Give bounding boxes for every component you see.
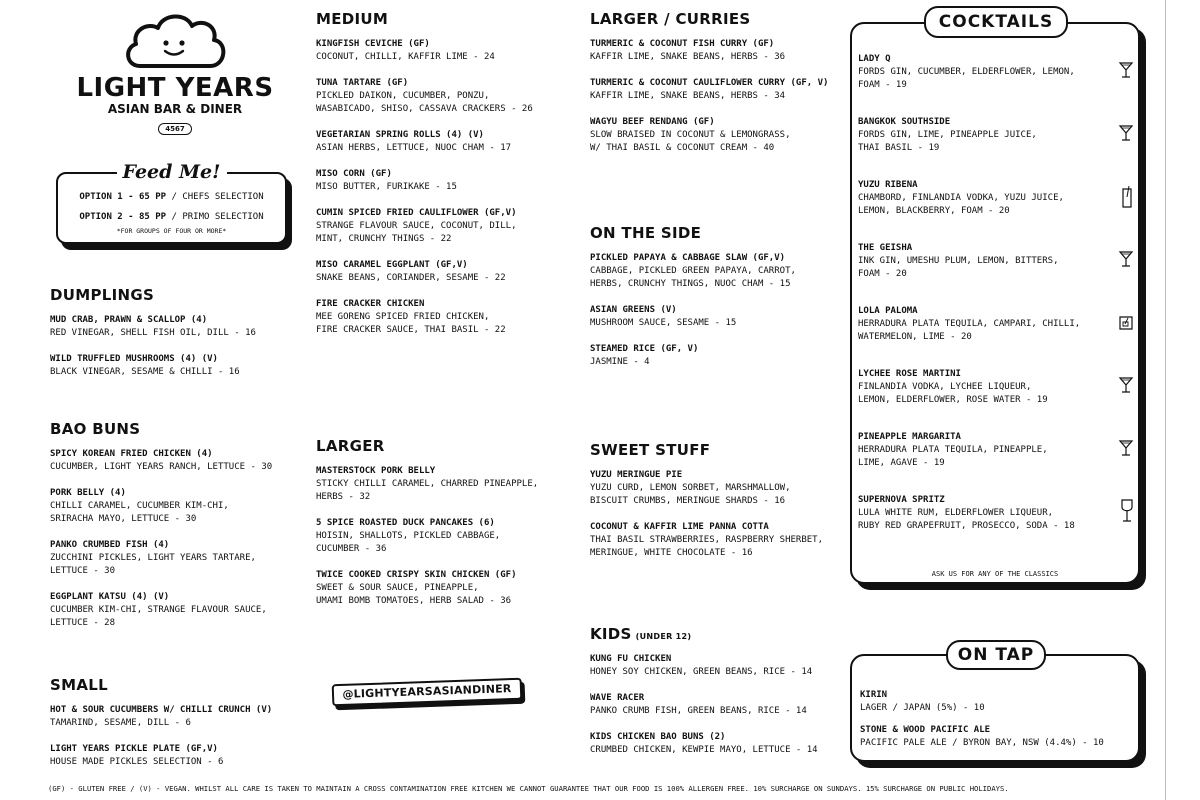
- instagram-handle[interactable]: @LIGHTYEARSASIANDINER: [332, 678, 523, 707]
- item-name: KIDS CHICKEN BAO BUNS (2): [590, 732, 726, 742]
- cocktail-item: [858, 179, 1138, 218]
- item-desc: MEE GORENG SPICED FRIED CHICKEN, FIRE CRACKER SAUCE, THAI BASIL - 22: [316, 312, 506, 335]
- item-name: STEAMED RICE (GF, V): [590, 344, 699, 354]
- feed-me-panel: [56, 161, 287, 244]
- item-name: KIRIN: [860, 690, 888, 700]
- instagram-handle-badge[interactable]: [332, 681, 526, 707]
- section-title: BAO BUNS: [50, 420, 141, 438]
- menu-item: [50, 591, 310, 630]
- cocktail-item: [858, 494, 1138, 533]
- cocktail-item: [858, 53, 1138, 92]
- item-desc: PACIFIC PALE ALE / BYRON BAY, NSW (4.4%) - 10: [860, 738, 1104, 748]
- allergen-footer: (GF) - GLUTEN FREE / (V) - VEGAN. WHILST ALL CARE IS TAKEN TO MAINTAIN A CROSS CONTAMINATION FREE KITCHEN WE CANNOT GUARANTEE THAT OUR FOOD IS 100% ALLERGEN FREE. 10% SURCHARGE ON SUNDAYS. 15% SURCHARGE ON PUBLIC HOLIDAYS.: [48, 784, 1009, 793]
- item-name: 5 SPICE ROASTED DUCK PANCAKES (6): [316, 518, 495, 528]
- larger-curries-section: [590, 10, 845, 168]
- menu-item: [316, 298, 581, 337]
- item-desc: SLOW BRAISED IN COCONUT & LEMONGRASS, W/ THAI BASIL & COCONUT CREAM - 40: [590, 130, 791, 153]
- section-title: [590, 625, 845, 643]
- item-name: SUPERNOVA SPRITZ: [858, 495, 945, 505]
- cocktail-item: [858, 368, 1138, 407]
- item-desc: INK GIN, UMESHU PLUM, LEMON, BITTERS, FOAM - 20: [858, 256, 1059, 279]
- martini-glass-icon: [1118, 124, 1134, 142]
- section-title: LARGER: [316, 437, 385, 455]
- menu-item: [316, 38, 581, 64]
- martini-glass-icon: [1118, 250, 1134, 268]
- item-name: LADY Q: [858, 54, 891, 64]
- item-desc: MISO BUTTER, FURIKAKE - 15: [316, 182, 457, 192]
- item-name: PORK BELLY (4): [50, 488, 126, 498]
- item-name: KINGFISH CEVICHE (GF): [316, 39, 430, 49]
- item-name: TURMERIC & COCONUT CAULIFLOWER CURRY (GF, V): [590, 78, 829, 88]
- item-desc: JASMINE - 4: [590, 357, 650, 367]
- feed-me-title: Feed Me!: [117, 161, 227, 183]
- section-title: DUMPLINGS: [50, 286, 155, 304]
- sweet-stuff-section: [590, 441, 845, 573]
- cocktails-note: ASK US FOR ANY OF THE CLASSICS: [931, 570, 1059, 578]
- item-desc: CUCUMBER, LIGHT YEARS RANCH, LETTUCE - 30: [50, 462, 273, 472]
- cocktails-title: COCKTAILS: [924, 6, 1068, 38]
- item-desc: SWEET & SOUR SAUCE, PINEAPPLE, UMAMI BOMB TOMATOES, HERB SALAD - 36: [316, 583, 512, 606]
- martini-glass-icon: [1118, 61, 1134, 79]
- small-section: [50, 676, 310, 782]
- item-name: YUZU MERINGUE PIE: [590, 470, 683, 480]
- rocks-glass-icon: [1118, 315, 1134, 331]
- item-name: TUNA TARTARE (GF): [316, 78, 409, 88]
- martini-glass-icon: [1118, 376, 1134, 394]
- on-the-side-section: [590, 224, 845, 382]
- item-name: MISO CORN (GF): [316, 169, 392, 179]
- feed-me-option-1: OPTION 1 - 65 PP / CHEFS SELECTION: [79, 192, 264, 202]
- item-desc: TAMARIND, SESAME, DILL - 6: [50, 718, 191, 728]
- menu-item: [590, 469, 845, 508]
- item-desc: HERRADURA PLATA TEQUILA, CAMPARI, CHILLI, WATERMELON, LIME - 20: [858, 319, 1081, 342]
- item-desc: KAFFIR LIME, SNAKE BEANS, HERBS - 36: [590, 52, 786, 62]
- menu-item: [590, 252, 845, 291]
- item-name: VEGETARIAN SPRING ROLLS (4) (V): [316, 130, 484, 140]
- item-desc: FORDS GIN, CUCUMBER, ELDERFLOWER, LEMON, FOAM - 19: [858, 67, 1075, 90]
- feed-me-option-2: OPTION 2 - 85 PP / PRIMO SELECTION: [79, 212, 264, 222]
- kids-title: KIDS: [590, 625, 632, 643]
- logo-badge: 4567: [158, 123, 191, 135]
- item-desc: COCONUT, CHILLI, KAFFIR LIME - 24: [316, 52, 495, 62]
- menu-item: [590, 521, 845, 560]
- item-desc: HERRADURA PLATA TEQUILA, PINEAPPLE, LIME, AGAVE - 19: [858, 445, 1048, 468]
- item-name: THE GEISHA: [858, 243, 913, 253]
- item-name: COCONUT & KAFFIR LIME PANNA COTTA: [590, 522, 769, 532]
- menu-item: [590, 116, 845, 155]
- item-desc: RED VINEGAR, SHELL FISH OIL, DILL - 16: [50, 328, 256, 338]
- item-desc: STRANGE FLAVOUR SAUCE, COCONUT, DILL, MINT, CRUNCHY THINGS - 22: [316, 221, 517, 244]
- menu-item: [316, 259, 581, 285]
- item-name: MISO CARAMEL EGGPLANT (GF,V): [316, 260, 468, 270]
- on-tap-title: ON TAP: [946, 640, 1046, 670]
- bao-buns-section: [50, 420, 310, 643]
- menu-item: [590, 653, 845, 679]
- cocktail-item: [858, 305, 1138, 344]
- item-name: TURMERIC & COCONUT FISH CURRY (GF): [590, 39, 775, 49]
- item-desc: LULA WHITE RUM, ELDERFLOWER LIQUEUR, RUBY RED GRAPEFRUIT, PROSECCO, SODA - 18: [858, 508, 1075, 531]
- menu-item: [50, 539, 310, 578]
- menu-item: [590, 731, 845, 757]
- item-name: LOLA PALOMA: [858, 306, 918, 316]
- kids-subtitle: (UNDER 12): [635, 632, 692, 641]
- item-desc: STICKY CHILLI CARAMEL, CHARRED PINEAPPLE, HERBS - 32: [316, 479, 539, 502]
- section-title: SWEET STUFF: [590, 441, 711, 459]
- item-desc: PICKLED DAIKON, CUCUMBER, PONZU, WASABICADO, SHISO, CASSAVA CRACKERS - 26: [316, 91, 533, 114]
- item-desc: HOISIN, SHALLOTS, PICKLED CABBAGE, CUCUMBER - 36: [316, 531, 501, 554]
- feed-me-box: [56, 161, 292, 250]
- menu-item: [590, 343, 845, 369]
- item-desc: KAFFIR LIME, SNAKE BEANS, HERBS - 34: [590, 91, 786, 101]
- section-title: SMALL: [50, 676, 108, 694]
- menu-item: [316, 129, 581, 155]
- item-desc: CHILLI CARAMEL, CUCUMBER KIM-CHI, SRIRACHA MAYO, LETTUCE - 30: [50, 501, 229, 524]
- item-desc: BLACK VINEGAR, SESAME & CHILLI - 16: [50, 367, 240, 377]
- menu-item: [316, 517, 581, 556]
- medium-section: [316, 10, 581, 350]
- menu-item: [590, 692, 845, 718]
- item-name: LIGHT YEARS PICKLE PLATE (GF,V): [50, 744, 218, 754]
- logo-title: LIGHT YEARS: [76, 73, 274, 103]
- kids-section: [590, 625, 845, 770]
- dumplings-section: [50, 286, 310, 392]
- menu-item: [50, 487, 310, 526]
- menu-item: [590, 77, 845, 103]
- item-name: WAGYU BEEF RENDANG (GF): [590, 117, 715, 127]
- menu-item: [50, 353, 310, 379]
- item-desc: CABBAGE, PICKLED GREEN PAPAYA, CARROT, HERBS, CRUNCHY THINGS, NUOC CHAM - 15: [590, 266, 796, 289]
- item-desc: LAGER / JAPAN (5%) - 10: [860, 703, 985, 713]
- item-name: PINEAPPLE MARGARITA: [858, 432, 961, 442]
- logo: [70, 10, 280, 135]
- menu-item: [50, 448, 310, 474]
- menu-item: [316, 77, 581, 116]
- item-name: HOT & SOUR CUCUMBERS W/ CHILLI CRUNCH (V): [50, 705, 273, 715]
- item-desc: FINLANDIA VODKA, LYCHEE LIQUEUR, LEMON, ELDERFLOWER, ROSE WATER - 19: [858, 382, 1048, 405]
- menu-item: [316, 465, 581, 504]
- item-name: KUNG FU CHICKEN: [590, 654, 672, 664]
- menu-item: [50, 743, 310, 769]
- menu-item: [316, 207, 581, 246]
- item-desc: CHAMBORD, FINLANDIA VODKA, YUZU JUICE, LEMON, BLACKBERRY, FOAM - 20: [858, 193, 1064, 216]
- item-desc: HOUSE MADE PICKLES SELECTION - 6: [50, 757, 224, 767]
- item-desc: ZUCCHINI PICKLES, LIGHT YEARS TARTARE, LETTUCE - 30: [50, 553, 256, 576]
- item-desc: HONEY SOY CHICKEN, GREEN BEANS, RICE - 14: [590, 667, 813, 677]
- tap-item: [860, 724, 1140, 750]
- highball-glass-icon: [1120, 185, 1134, 209]
- section-title: MEDIUM: [316, 10, 389, 28]
- page-edge-divider: [1165, 0, 1166, 800]
- cloud-smiley-icon: [120, 10, 230, 72]
- wine-glass-icon: [1120, 498, 1134, 524]
- cocktail-item: [858, 431, 1138, 470]
- section-title: ON THE SIDE: [590, 224, 702, 242]
- menu-item: [50, 314, 310, 340]
- menu-item: [316, 168, 581, 194]
- menu-item: [590, 304, 845, 330]
- cocktail-item: [858, 116, 1138, 155]
- menu-item: [50, 704, 310, 730]
- item-desc: YUZU CURD, LEMON SORBET, MARSHMALLOW, BISCUIT CRUMBS, MERINGUE SHARDS - 16: [590, 483, 791, 506]
- item-name: TWICE COOKED CRISPY SKIN CHICKEN (GF): [316, 570, 517, 580]
- item-desc: FORDS GIN, LIME, PINEAPPLE JUICE, THAI BASIL - 19: [858, 130, 1037, 153]
- item-name: YUZU RIBENA: [858, 180, 918, 190]
- item-desc: THAI BASIL STRAWBERRIES, RASPBERRY SHERBET, MERINGUE, WHITE CHOCOLATE - 16: [590, 535, 823, 558]
- menu-item: [316, 569, 581, 608]
- item-name: CUMIN SPICED FRIED CAULIFLOWER (GF,V): [316, 208, 517, 218]
- item-desc: SNAKE BEANS, CORIANDER, SESAME - 22: [316, 273, 506, 283]
- item-name: FIRE CRACKER CHICKEN: [316, 299, 425, 309]
- item-name: MASTERSTOCK PORK BELLY: [316, 466, 436, 476]
- tap-item: [860, 689, 1140, 715]
- item-name: SPICY KOREAN FRIED CHICKEN (4): [50, 449, 213, 459]
- item-name: STONE & WOOD PACIFIC ALE: [860, 725, 991, 735]
- feed-me-note: *FOR GROUPS OF FOUR OR MORE*: [116, 227, 227, 235]
- item-desc: PANKO CRUMB FISH, GREEN BEANS, RICE - 14: [590, 706, 807, 716]
- item-desc: ASIAN HERBS, LETTUCE, NUOC CHAM - 17: [316, 143, 512, 153]
- item-name: PICKLED PAPAYA & CABBAGE SLAW (GF,V): [590, 253, 786, 263]
- logo-subtitle: ASIAN BAR & DINER: [107, 102, 243, 116]
- menu-item: [590, 38, 845, 64]
- item-name: PANKO CRUMBED FISH (4): [50, 540, 170, 550]
- item-name: MUD CRAB, PRAWN & SCALLOP (4): [50, 315, 208, 325]
- larger-section: [316, 437, 581, 621]
- item-name: LYCHEE ROSE MARTINI: [858, 369, 961, 379]
- martini-glass-icon: [1118, 439, 1134, 457]
- item-name: EGGPLANT KATSU (4) (V): [50, 592, 170, 602]
- section-title: LARGER / CURRIES: [590, 10, 751, 28]
- item-desc: MUSHROOM SAUCE, SESAME - 15: [590, 318, 737, 328]
- item-name: WILD TRUFFLED MUSHROOMS (4) (V): [50, 354, 218, 364]
- item-name: ASIAN GREENS (V): [590, 305, 677, 315]
- item-name: BANGKOK SOUTHSIDE: [858, 117, 951, 127]
- item-desc: CRUMBED CHICKEN, KEWPIE MAYO, LETTUCE - 14: [590, 745, 818, 755]
- item-desc: CUCUMBER KIM-CHI, STRANGE FLAVOUR SAUCE, LETTUCE - 28: [50, 605, 267, 628]
- cocktail-item: [858, 242, 1138, 281]
- item-name: WAVE RACER: [590, 693, 645, 703]
